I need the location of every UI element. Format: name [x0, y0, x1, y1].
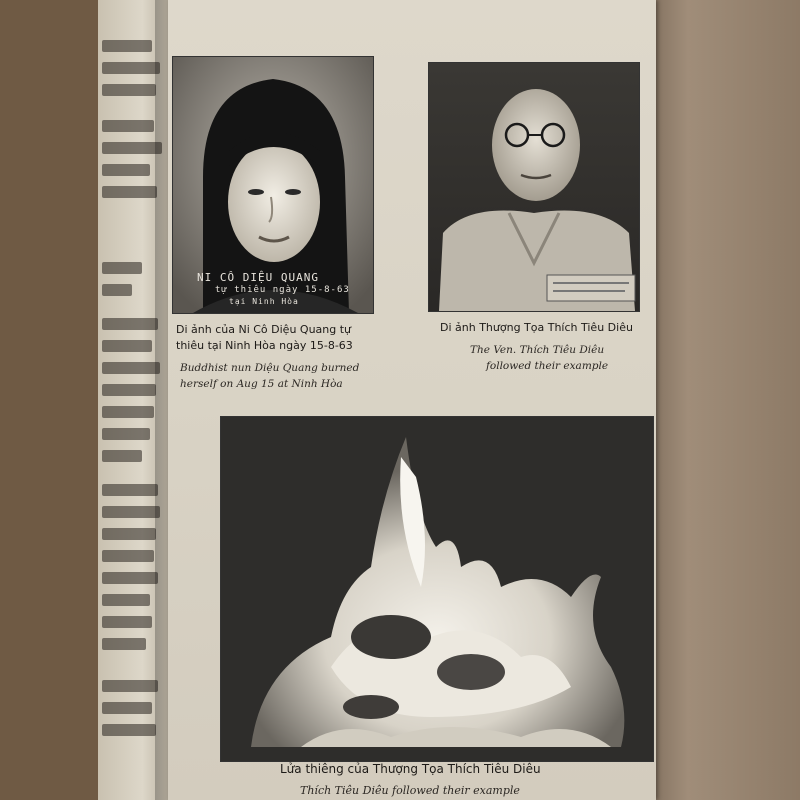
table-surface — [640, 0, 800, 800]
caption-monk-vietnamese: Di ảnh Thượng Tọa Thích Tiêu Diêu — [440, 321, 633, 334]
photo-overlay-name: NI CÔ DIỆU QUANG — [197, 271, 319, 284]
caption-nun-vietnamese-1: Di ảnh của Ni Cô Diệu Quang tự — [176, 323, 352, 336]
caption-nun-english-2: herself on Aug 15 at Ninh Hòa — [180, 378, 343, 390]
caption-monk-english-2: followed their example — [486, 360, 609, 372]
photo-overlay-date: tự thiêu ngày 15-8-63 — [215, 285, 350, 295]
photo-overlay-place: tại Ninh Hòa — [229, 297, 299, 306]
caption-flames-english: Thích Tiêu Diêu followed their example — [300, 784, 520, 797]
caption-monk-english-1: The Ven. Thích Tiêu Diêu — [470, 344, 605, 356]
photo-nun-portrait — [172, 56, 374, 314]
caption-nun-english-1: Buddhist nun Diệu Quang burned — [180, 362, 360, 374]
caption-nun-vietnamese-2: thiêu tại Ninh Hòa ngày 15-8-63 — [176, 339, 353, 352]
photo-monk-portrait — [428, 62, 640, 312]
caption-flames-vietnamese: Lửa thiêng của Thượng Tọa Thích Tiêu Diêu — [280, 762, 541, 776]
photo-flames — [220, 416, 654, 762]
